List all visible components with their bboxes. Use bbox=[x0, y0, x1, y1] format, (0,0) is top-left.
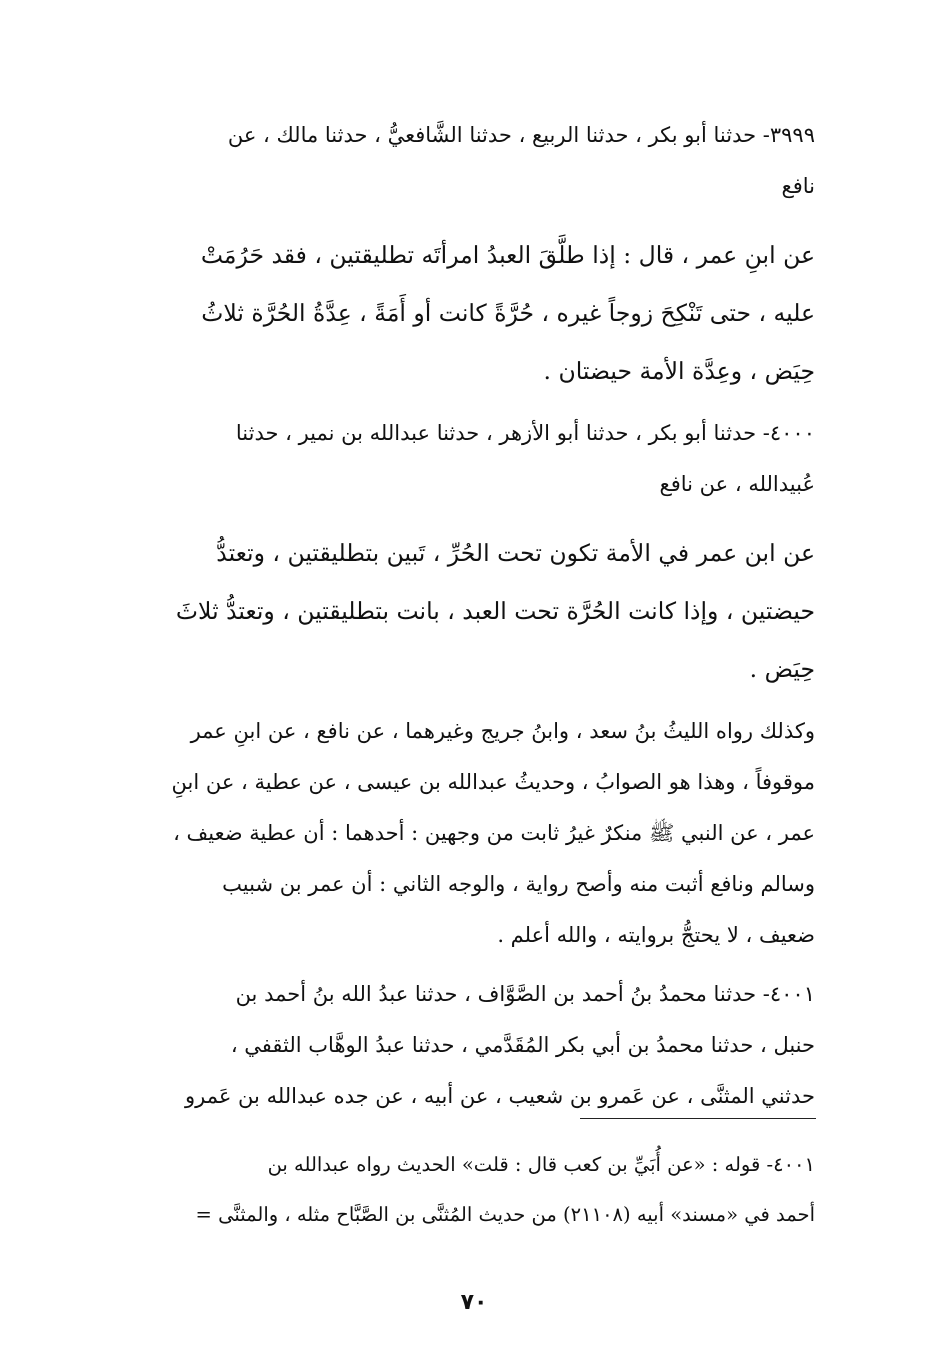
text-line: حدثني المثنَّى ، عن عَمرو بن شعيب ، عن أبيه ، عن جده عبدالله بن عَمرو bbox=[184, 1084, 815, 1108]
text-line: ضعيف ، لا يحتجُّ بروايته ، والله أعلم . bbox=[497, 923, 815, 947]
hadith-4000-matn bbox=[110, 524, 815, 698]
text-line: وكذلك رواه الليثُ بنُ سعد ، وابنُ جريج وغيرهما ، عن نافع ، عن ابنِ عمر bbox=[190, 719, 815, 743]
text-line: عليه ، حتى تَنْكِحَ زوجاً غيره ، حُرَّةً كانت أو أَمَةً ، عِدَّةُ الحُرَّة ثلاثُ bbox=[201, 299, 815, 327]
text-line: حِيَض . bbox=[749, 655, 815, 683]
text-line: ٣٩٩٩- حدثنا أبو بكر ، حدثنا الربيع ، حدثنا الشَّافعيُّ ، حدثنا مالك ، عن bbox=[227, 123, 815, 147]
hadith-4001-isnad bbox=[110, 969, 815, 1122]
text-line: عن ابنِ عمر ، قال : إذا طلَّقَ العبدُ امرأتَه تطليقتين ، فقد حَرُمَتْ bbox=[200, 241, 815, 269]
hadith-3999-isnad bbox=[110, 110, 815, 212]
footnote bbox=[110, 1140, 815, 1240]
text-line: ٤٠٠١- حدثنا محمدُ بنُ أحمد بن الصَّوَّاف ، حدثنا عبدُ الله بنُ أحمد بن bbox=[235, 982, 815, 1006]
hadith-3999-matn bbox=[110, 226, 815, 400]
text-line: نافع bbox=[781, 174, 815, 198]
page-number: ٧٠ bbox=[460, 1290, 488, 1315]
text-line: وسالم ونافع أثبت منه وأصح رواية ، والوجه الثاني : أن عمر بن شبيب bbox=[222, 872, 815, 896]
text-line: حنبل ، حدثنا محمدُ بن أبي بكر المُقَدَّمي ، حدثنا عبدُ الوهَّاب الثقفي ، bbox=[230, 1033, 815, 1057]
text-line: حيضتين ، وإذا كانت الحُرَّة تحت العبد ، بانت بتطليقتين ، وتعتدُّ ثلاثَ bbox=[175, 597, 815, 625]
page-body bbox=[110, 110, 815, 1122]
text-line: عن ابن عمر في الأمة تكون تحت الحُرِّ ، تَبين بتطليقتين ، وتعتدُّ bbox=[216, 539, 815, 567]
footnote-divider bbox=[580, 1118, 816, 1119]
text-line: موقوفاً ، وهذا هو الصوابُ ، وحديثُ عبدالله بن عيسى ، عن عطية ، عن ابنِ bbox=[171, 770, 815, 794]
text-line: حِيَض ، وعِدَّة الأمة حيضتان . bbox=[543, 357, 815, 385]
text-line: ٤٠٠٠- حدثنا أبو بكر ، حدثنا أبو الأزهر ، حدثنا عبدالله بن نمير ، حدثنا bbox=[235, 421, 815, 445]
hadith-4000-commentary bbox=[110, 706, 815, 961]
text-line: عمر ، عن النبي ﷺ منكرٌ غيرُ ثابت من وجهين : أحدهما : أن عطية ضعيف ، bbox=[173, 821, 815, 845]
text-line: عُبيدالله ، عن نافع bbox=[659, 472, 815, 496]
hadith-4000-isnad bbox=[110, 408, 815, 510]
footnote-line: ٤٠٠١- قوله : «عن أُبَيِّ بن كعب قال : قلت» الحديث رواه عبدالله بن bbox=[267, 1153, 815, 1176]
footnote-line: أحمد في «مسند» أبيه (٢١١٠٨) من حديث المُثنَّى بن الصَّبَّاح مثله ، والمثنَّى = bbox=[195, 1203, 815, 1226]
